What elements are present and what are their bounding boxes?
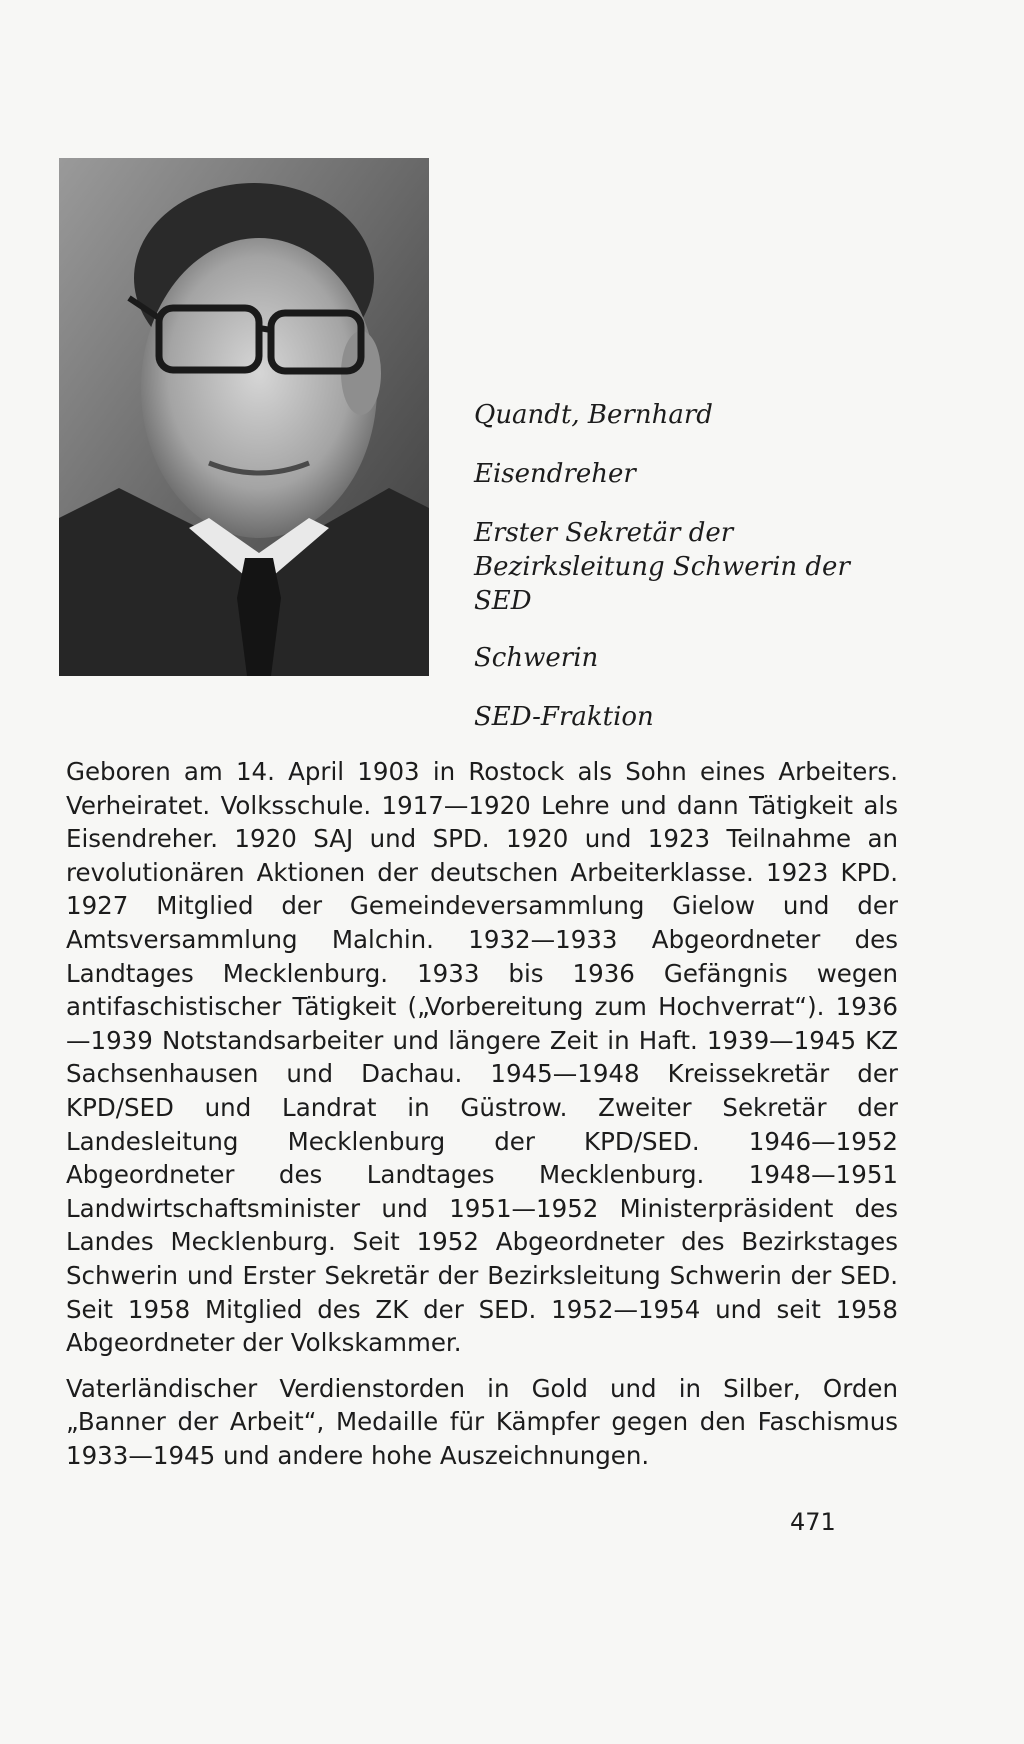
biography <box>66 755 898 1484</box>
person-position: Erster Sekretär der Bezirksleitung Schwerin der SED <box>474 518 850 616</box>
person-faction: SED-Fraktion <box>474 702 654 732</box>
person-constituency: Schwerin <box>474 643 599 673</box>
awards-paragraph: Vaterländischer Verdienstorden in Gold und in Silber, Orden „Banner der Arbeit“, Medaille für Kämpfer gegen den Faschismus 1933—1945 und andere hohe Auszeichnungen. <box>66 1373 898 1470</box>
portrait-photo <box>59 158 429 676</box>
person-details <box>474 398 894 759</box>
page-number: 471 <box>790 1508 836 1536</box>
person-profession: Eisendreher <box>474 459 636 489</box>
biography-paragraph: Geboren am 14. April 1903 in Rostock als Sohn eines Arbeiters. Verheiratet. Volksschule. 1917—1920 Lehre und dann Tätigkeit als Eisendreher. 1920 SAJ und SPD. 1920 und 1923 Teilnahme an revolutionären Aktionen der deutschen Arbeiterklasse. 1923 KPD. 1927 Mitglied der Gemeindeversammlung Gielow und der Amtsversammlung Malchin. 1932—1933 Abgeordneter des Landtages Mecklenburg. 1933 bis 1936 Gefängnis wegen antifaschistischer Tätigkeit („Vorbereitung zum Hochverrat“). 1936—1939 Notstandsarbeiter und längere Zeit in Haft. 1939—1945 KZ Sachsenhausen und Dachau. 1945—1948 Kreissekretär der KPD/SED und Landrat in Güstrow. Zweiter Sekretär der Landesleitung Mecklenburg der KPD/SED. 1946—1952 Abgeordneter des Landtages Mecklenburg. 1948—1951 Landwirtschaftsminister und 1951—1952 Ministerpräsident des Landes Mecklenburg. Seit 1952 Abgeordneter des Bezirkstages Schwerin und Erster Sekretär der Bezirksleitung Schwerin der SED. Seit 1958 Mitglied des ZK der SED. 1952—1954 und seit 1958 Abgeordneter der Volkskammer. <box>66 757 898 1358</box>
person-name: Quandt, Bernhard <box>474 400 713 430</box>
portrait-image <box>59 158 429 676</box>
